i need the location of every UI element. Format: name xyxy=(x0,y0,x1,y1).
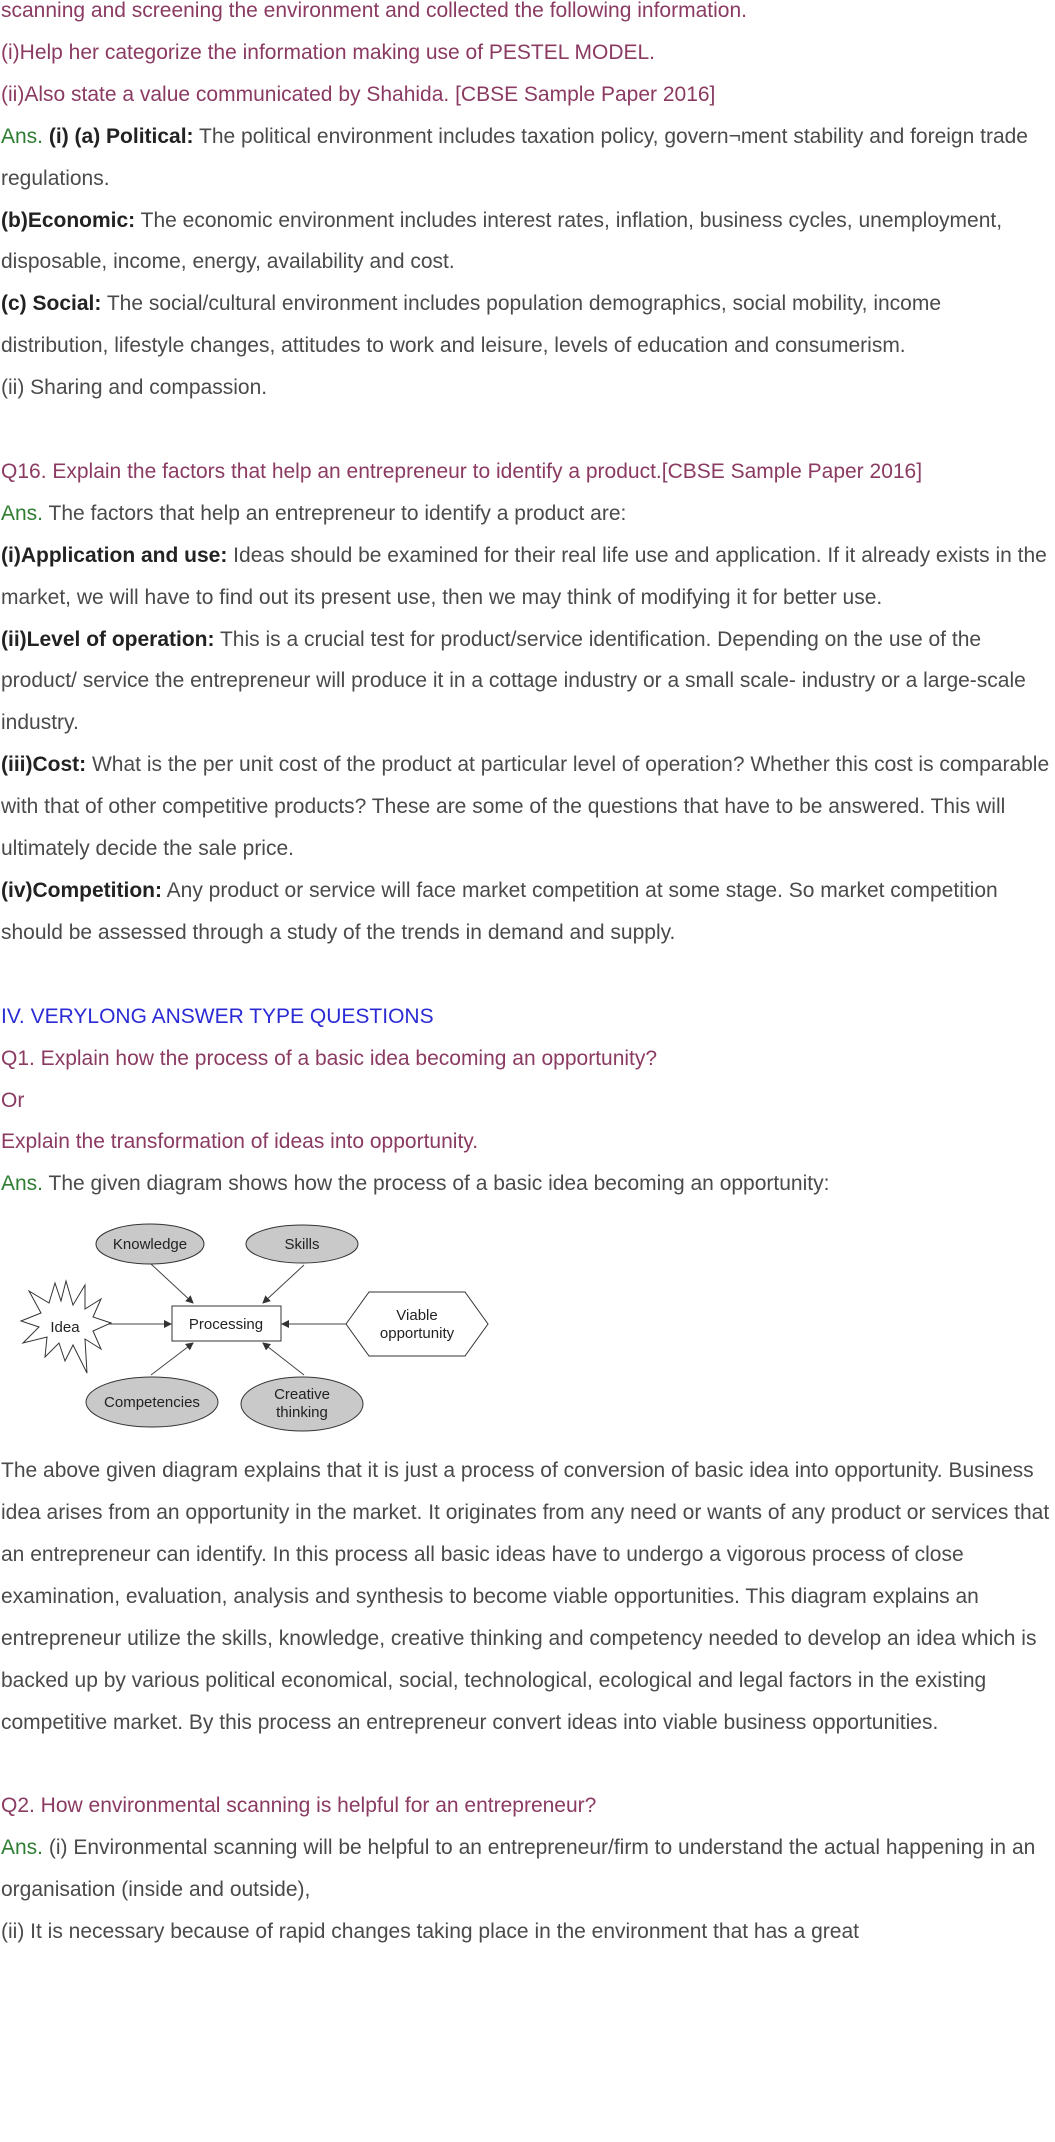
ans-label: Ans. xyxy=(1,501,44,525)
question-intro-line: scanning and screening the environment and collected the following information. xyxy=(1,0,747,22)
node-label: Knowledge xyxy=(112,1236,188,1254)
answer-1-intro xyxy=(1,1163,1053,1205)
item-text: The economic environment includes interest rates, inflation, business cycles, unemployment, disposable, income, energy, availability and cost. xyxy=(1,208,1003,274)
ans-label: Ans. xyxy=(1,124,44,148)
node-processing xyxy=(172,1306,281,1341)
answer-social xyxy=(1,283,1053,367)
item-text: The social/cultural environment includes population demographics, social mobility, income distribution, lifestyle changes, attitudes to work and leisure, levels of education and consumerism. xyxy=(1,292,942,358)
arrow xyxy=(151,1343,193,1375)
question-reference: [CBSE Sample Paper 2016] xyxy=(661,459,923,483)
answer-16-item xyxy=(1,535,1053,619)
item-label: (i) (a) Political: xyxy=(43,124,194,148)
answer-16-intro xyxy=(1,493,1053,535)
node-knowledge xyxy=(96,1224,204,1264)
node-label: Idea xyxy=(50,1319,80,1337)
answer-2-part-i xyxy=(1,1827,1053,1911)
answer-16-item xyxy=(1,619,1053,745)
node-competencies xyxy=(86,1377,218,1427)
question-1: Q1. Explain how the process of a basic idea becoming an opportunity? xyxy=(1,1046,658,1070)
answer-economic xyxy=(1,200,1053,284)
item-label: (iv)Competition: xyxy=(1,879,162,903)
answer-text: The given diagram shows how the process of a basic idea becoming an opportunity: xyxy=(43,1172,830,1196)
arrow xyxy=(263,1265,304,1303)
answer-political xyxy=(1,116,1053,200)
item-text: The political environment includes taxation policy, govern¬ment stability and foreign trade regulations. xyxy=(1,124,1028,190)
node-label: Competencies xyxy=(104,1394,200,1412)
arrow xyxy=(263,1343,304,1375)
answer-text: The factors that help an entrepreneur to identify a product are: xyxy=(43,501,627,525)
node-viable-opportunity xyxy=(346,1292,488,1356)
answer-16-item xyxy=(1,744,1053,870)
answer-text: (i) Environmental scanning will be helpful to an entrepreneur/firm to understand the actual happening in an organisation (inside and outside), xyxy=(1,1836,1036,1902)
question-or: Or xyxy=(1,1088,25,1112)
question-part-ii xyxy=(1,74,1053,116)
node-label: Creative xyxy=(274,1386,330,1404)
item-label: (iii)Cost: xyxy=(1,753,87,777)
section-heading: IV. VERYLONG ANSWER TYPE QUESTIONS xyxy=(1,1004,434,1028)
node-skills xyxy=(246,1225,358,1263)
item-text: This is a crucial test for product/service identification. Depending on the use of the product/ service the entrepreneur will produce it in a cottage industry or a small scale- industry or a large-scale industry. xyxy=(1,627,1026,735)
question-2: Q2. How environmental scanning is helpful for an entrepreneur? xyxy=(1,1794,597,1818)
item-label: (b)Economic: xyxy=(1,208,136,232)
answer-value: (ii) Sharing and compassion. xyxy=(1,376,268,400)
question-text: Q16. Explain the factors that help an entrepreneur to identify a product. xyxy=(1,459,662,483)
item-text: Ideas should be examined for their real life use and application. If it already exists in the market, we will have to find out its present use, then we may think of modifying it for better use. xyxy=(1,543,1047,609)
question-reference: [CBSE Sample Paper 2016] xyxy=(449,82,716,106)
question-1-alt: Explain the transformation of ideas into opportunity. xyxy=(1,1130,479,1154)
node-creative-thinking xyxy=(241,1377,363,1431)
spacer xyxy=(1,409,1053,451)
answer-2-part-ii: (ii) It is necessary because of rapid changes taking place in the environment that has a great xyxy=(1,1920,859,1944)
node-label: Viable xyxy=(396,1307,438,1325)
ans-label: Ans. xyxy=(1,1836,44,1860)
question-16 xyxy=(1,451,1053,493)
node-label: thinking xyxy=(276,1404,328,1422)
node-label: Processing xyxy=(188,1316,264,1334)
ans-label: Ans. xyxy=(1,1172,44,1196)
item-text: Any product or service will face market competition at some stage. So market competition should be assessed through a study of the trends in demand and supply. xyxy=(1,879,998,944)
spacer xyxy=(1,954,1053,996)
item-label: (i)Application and use: xyxy=(1,543,228,567)
node-idea xyxy=(21,1281,111,1373)
spacer xyxy=(1,1744,1053,1786)
idea-to-opportunity-diagram xyxy=(1,1205,521,1450)
question-text: (ii)Also state a value communicated by Shahida. xyxy=(1,82,450,106)
node-label: opportunity xyxy=(379,1325,455,1343)
diagram-explanation: The above given diagram explains that it is just a process of conversion of basic idea into opportunity. Business idea arises from an opportunity in the market. It originates from any need or wants of any product or services that an entrepreneur can identify. In this process all basic ideas have to undergo a vigorous process of close examination, evaluation, analysis and synthesis to become viable opportunities. This diagram explains an entrepreneur utilize the skills, knowledge, creative thinking and competency needed to develop an idea which is backed up by various political economical, social, technological, ecological and legal factors in the existing competitive market. By this process an entrepreneur convert ideas into viable business opportunities. xyxy=(1,1459,1050,1734)
answer-16-item xyxy=(1,870,1053,954)
question-part-i: (i)Help her categorize the information making use of PESTEL MODEL. xyxy=(1,40,656,64)
item-label: (ii)Level of operation: xyxy=(1,627,215,651)
item-label: (c) Social: xyxy=(1,292,102,316)
node-label: Skills xyxy=(284,1236,320,1254)
arrow xyxy=(151,1264,193,1303)
item-text: What is the per unit cost of the product at particular level of operation? Whether this cost is comparable with that of other competitive products? These are some of the questions that have to be answered. This will ultimately decide the sale price. xyxy=(1,753,1050,861)
